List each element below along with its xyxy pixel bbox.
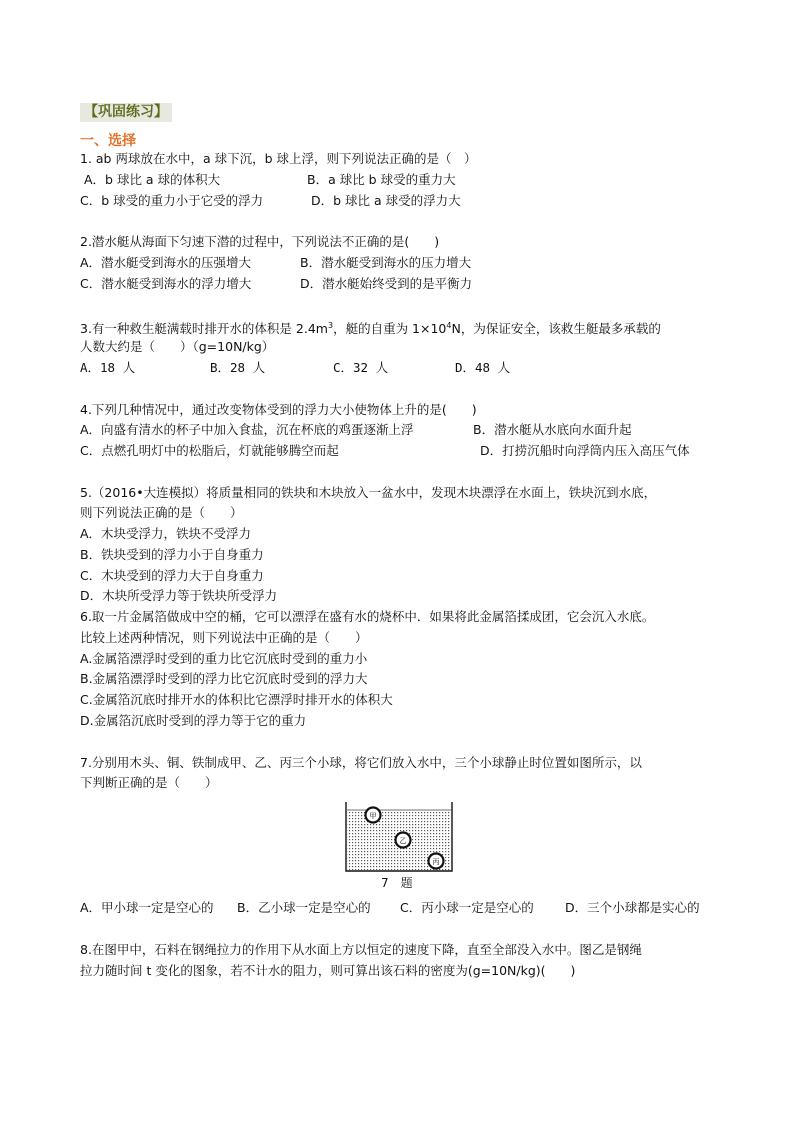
q4-option-b: B．潜水艇从水底向水面升起 — [473, 422, 632, 437]
q3-stem-part-1: 3.有一种救生艇满载时排开水的体积是 2.4m — [80, 321, 328, 336]
section-badge: 【巩固练习】 — [80, 103, 172, 122]
q5-option-c: C．木块受到的浮力大于自身重力 — [80, 568, 264, 583]
q6-stem-line-1: 6.取一片金属箔做成中空的桶，它可以漂浮在盛有水的烧杯中．如果将此金属箔揉成团，它会沉入水底。 — [80, 609, 655, 624]
q3-sup-1: 3 — [327, 321, 334, 330]
q7-stem-line-1: 7.分别用木头、铜、铁制成甲、乙、丙三个小球，将它们放入水中，三个小球静止时位置如图所示，以 — [80, 755, 642, 770]
q7-figure — [343, 800, 455, 876]
q7-option-c: C．丙小球一定是空心的 — [400, 900, 534, 915]
q5-stem-line-1: 5.（2016•大连模拟）将质量相同的铁块和木块放入一盆水中，发现木块漂浮在水面上，铁块沉到水底， — [80, 485, 657, 500]
q5-option-d: D．木块所受浮力等于铁块所受浮力 — [80, 588, 278, 603]
q2-option-b: B．潜水艇受到海水的压力增大 — [300, 255, 472, 270]
q1-option-a: A．b 球比 a 球的体积大 — [84, 172, 221, 187]
section-heading: 一、选择 — [80, 133, 136, 149]
q3-option-c: C．32 人 — [333, 360, 389, 375]
q2-option-d: D．潜水艇始终受到的是平衡力 — [300, 276, 473, 291]
q4-option-d: D．打捞沉船时向浮筒内压入高压气体 — [480, 443, 690, 458]
q6-option-d: D.金属箔沉底时受到的浮力等于它的重力 — [80, 713, 307, 728]
q8-stem-line-2: 拉力随时间 t 变化的图象，若不计水的阻力，则可算出该石料的密度为(g=10N/kg)( ) — [80, 963, 576, 978]
q2-option-c: C．潜水艇受到海水的浮力增大 — [80, 276, 252, 291]
ball-jia-label: 甲 — [369, 812, 377, 820]
q1-stem: 1. ab 两球放在水中，a 球下沉，b 球上浮，则下列说法正确的是（ ） — [80, 151, 477, 166]
q6-stem-line-2: 比较上述两种情况，则下列说法中正确的是（ ） — [80, 630, 368, 645]
q6-option-b: B.金属箔漂浮时受到的浮力比它沉底时受到的浮力大 — [80, 671, 368, 686]
q7-stem-line-2: 下判断正确的是（ ） — [80, 775, 218, 790]
q7-option-d: D．三个小球都是实心的 — [565, 900, 700, 915]
q6-option-a: A.金属箔漂浮时受到的重力比它沉底时受到的重力小 — [80, 651, 368, 666]
q2-stem: 2.潜水艇从海面下匀速下潜的过程中，下列说法不正确的是( ) — [80, 234, 440, 249]
q5-option-b: B．铁块受到的浮力小于自身重力 — [80, 547, 264, 562]
q2-option-a: A．潜水艇受到海水的压强增大 — [80, 255, 252, 270]
q7-option-a: A．甲小球一定是空心的 — [80, 900, 214, 915]
q3-sup-2: 4 — [446, 321, 452, 330]
q3-option-b: B．28 人 — [210, 360, 266, 375]
q3-option-d: D．48 人 — [455, 360, 511, 375]
q6-option-c: C.金属箔沉底时排开水的体积比它漂浮时排开水的体积大 — [80, 692, 393, 707]
q3-option-a: A．18 人 — [80, 360, 136, 375]
q4-option-a: A．向盛有清水的杯子中加入食盐，沉在杯底的鸡蛋逐渐上浮 — [80, 422, 414, 437]
q5-stem-line-2: 则下列说法正确的是（ ） — [80, 505, 243, 520]
ball-bing-label: 丙 — [432, 858, 440, 866]
q7-option-b: B．乙小球一定是空心的 — [237, 900, 371, 915]
q4-stem: 4.下列几种情况中，通过改变物体受到的浮力大小使物体上升的是( ) — [80, 402, 477, 417]
q1-option-b: B．a 球比 b 球受的重力大 — [307, 172, 456, 187]
beaker-diagram — [343, 800, 455, 872]
q4-option-c: C．点燃孔明灯中的松脂后，灯就能够腾空而起 — [80, 443, 339, 458]
q1-option-c: C．b 球受的重力小于它受的浮力 — [80, 193, 264, 208]
q5-option-a: A．木块受浮力，铁块不受浮力 — [80, 526, 252, 541]
q8-stem-line-1: 8.在图甲中，石料在钢绳拉力的作用下从水面上方以恒定的速度下降，直至全部没入水中。图乙是钢绳 — [80, 942, 642, 957]
ball-yi-label: 乙 — [399, 837, 407, 845]
q1-option-d: D．b 球比 a 球受的浮力大 — [311, 193, 461, 208]
q3-stem-line-2: 人数大约是（ ）（g=10N/kg） — [80, 339, 275, 354]
q3-stem-part-2: ，艇的自重为 1×10 — [333, 321, 447, 336]
q3-stem-line-1 — [80, 317, 661, 338]
q7-figure-caption: 7 题 — [381, 876, 413, 890]
q3-stem-part-3: N，为保证安全，该救生艇最多承载的 — [451, 321, 661, 336]
